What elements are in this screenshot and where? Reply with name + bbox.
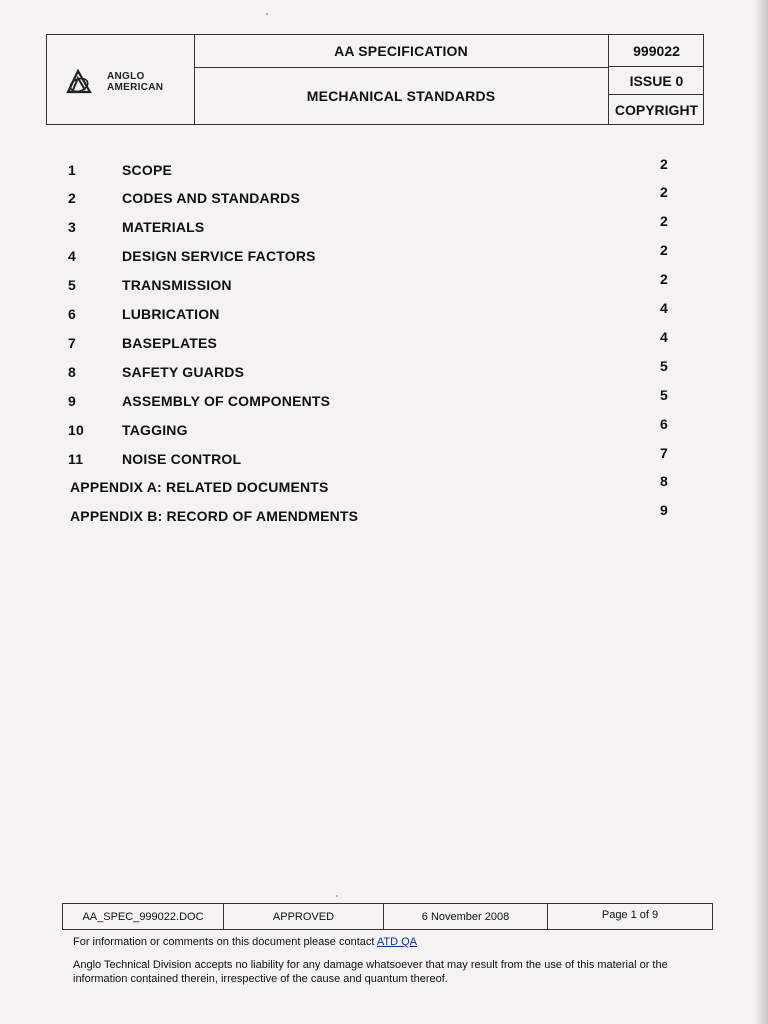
document-header-table [46, 34, 704, 125]
toc-entry [0, 329, 768, 357]
footer-status: APPROVED [224, 904, 384, 929]
toc-page-number: 5 [660, 387, 668, 403]
toc-title: DESIGN SERVICE FACTORS [122, 248, 316, 264]
toc-page-number: 4 [660, 300, 668, 316]
toc-page-number: 2 [660, 184, 668, 200]
toc-entry [0, 184, 768, 212]
logo-cell [47, 35, 195, 124]
toc-title: BASEPLATES [122, 335, 218, 351]
toc-entry [0, 387, 768, 415]
toc-title: SCOPE [122, 162, 173, 178]
toc-entry [0, 213, 768, 241]
copyright-label: COPYRIGHT [614, 101, 699, 118]
toc-number: 10 [68, 422, 84, 438]
contact-text: For information or comments on this document please contact [73, 936, 377, 948]
toc-number: 1 [68, 162, 76, 178]
toc-entry [0, 271, 768, 299]
toc-title: LUBRICATION [122, 306, 220, 322]
toc-title: TRANSMISSION [122, 277, 232, 293]
atd-qa-link[interactable]: ATD QA [376, 936, 418, 948]
toc-number: 4 [68, 248, 76, 264]
logo-line-1: ANGLO [107, 71, 145, 82]
footer-filename: AA_SPEC_999022.DOC [63, 904, 224, 929]
toc-page-number: 2 [660, 271, 668, 287]
toc-entry [0, 156, 768, 184]
toc-page-number: 2 [660, 156, 668, 172]
issue-label: ISSUE 0 [609, 67, 704, 95]
toc-entry [0, 300, 768, 328]
disclaimer-text: Anglo Technical Division accepts no liability for any damage whatsoever that may result from the use of this material or the information contained therein, irrespective of the cause and quantum thereof. [73, 959, 668, 985]
spec-title: AA SPECIFICATION [194, 35, 609, 68]
toc-number: 5 [68, 277, 76, 293]
toc-title: TAGGING [122, 422, 188, 438]
toc-number: 6 [68, 306, 76, 322]
toc-title: MATERIALS [122, 219, 205, 235]
toc-page-number: 2 [660, 242, 668, 258]
toc-number: 2 [68, 190, 76, 206]
toc-page-number: 9 [660, 502, 668, 518]
toc-title: NOISE CONTROL [122, 451, 242, 467]
anglo-american-logo-icon [65, 68, 93, 96]
document-title: MECHANICAL STANDARDS [194, 67, 609, 124]
toc-appendix-entry [0, 502, 768, 530]
toc-number: 9 [68, 393, 76, 409]
toc-appendix-entry [0, 473, 768, 501]
toc-number: 7 [68, 335, 76, 351]
toc-page-number: 8 [660, 473, 668, 489]
toc-entry [0, 416, 768, 444]
toc-title: SAFETY GUARDS [122, 364, 245, 380]
toc-title: CODES AND STANDARDS [122, 190, 301, 206]
toc-title: APPENDIX A: RELATED DOCUMENTS [70, 479, 329, 495]
toc-title: APPENDIX B: RECORD OF AMENDMENTS [70, 508, 359, 524]
toc-page-number: 2 [660, 213, 668, 229]
footer-page-info: Page 1 of 9 [601, 909, 659, 921]
scan-speck [336, 895, 338, 897]
toc-entry [0, 445, 768, 473]
toc-page-number: 7 [660, 445, 668, 461]
toc-number: 11 [68, 451, 84, 467]
footer-date: 6 November 2008 [384, 904, 548, 929]
scan-speck [266, 13, 268, 15]
document-number: 999022 [609, 35, 704, 67]
logo-line-2: AMERICAN [107, 82, 164, 93]
contact-line [73, 936, 417, 948]
toc-number: 8 [68, 364, 76, 380]
toc-page-number: 5 [660, 358, 668, 374]
toc-number: 3 [68, 219, 76, 235]
toc-entry [0, 358, 768, 386]
toc-entry [0, 242, 768, 270]
toc-page-number: 4 [660, 329, 668, 345]
logo-wordmark [107, 71, 163, 93]
footer-table [62, 903, 713, 930]
toc-page-number: 6 [660, 416, 668, 432]
toc-title: ASSEMBLY OF COMPONENTS [122, 393, 331, 409]
